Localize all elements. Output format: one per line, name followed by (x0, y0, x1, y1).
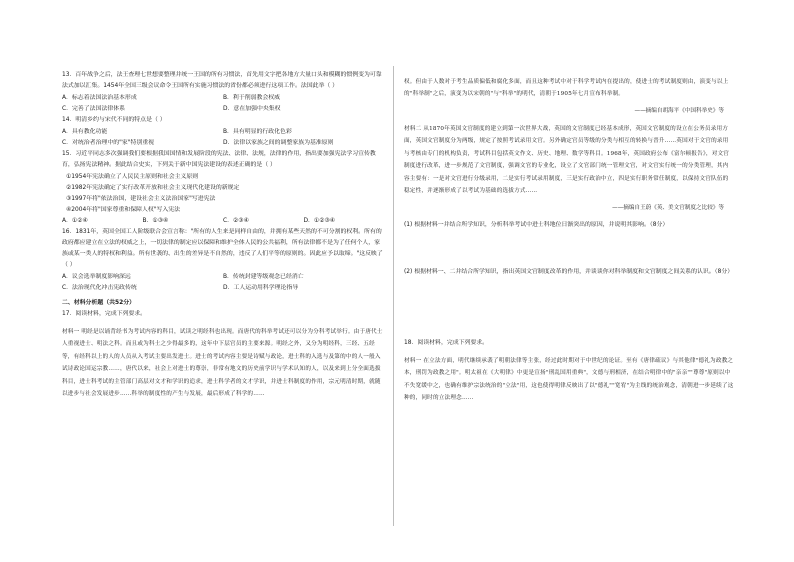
question-14-stem: 14．明清乡约与宋代不同的特点是（ ） (62, 117, 166, 123)
option-d: D．法律以家族之间的调整家族为基准原则 (223, 140, 334, 146)
statement-4: ④2004年将"国家尊重和保障人权"写入宪法 (66, 207, 181, 213)
question-15 (62, 149, 384, 227)
question-15-stem: 15．习近平同志多次强调我们要根据我国国情和发展阶段的宪法、法律、法规，法律的作用，指出要加强宪法学习宣传教育，弘扬宪法精神。据此结合史实，下列关于新中国宪法建设的表述正确的是（ ） (62, 151, 376, 168)
option-d: D．意在加强中央集权 (223, 106, 281, 112)
option-b: B．具有明显的行政化色彩 (223, 129, 292, 135)
source-citation-2: ——摘编自王蔚《英、美文官制度之比较》等 (612, 205, 724, 212)
question-17-material-2: 材料二 从1870年英国文官制度的建立到第一次世界大战，英国的文官制度已经基本成形，英国文官制度的设立在公务员录用方面，英国文官制度分为两级，规定了按照考试录用文官。另外确定官员等级的分类与相互的转换与晋升……英国对于文官的录用与考核由专门的机构负责，考试科目包括英文作文、历史、地理、数学等科目。1968年，英国政府公布《富尔顿报告》，对文官制度进行改革，进一步规范了文官制度，强调文官的专业化，设立了文官部门统一管理文官，对文官实行统一的分类管理，其内容主要有：一是对文官进行分级录用，二是实行考试录用制度，三是实行政治中立，四是实行职务常任制度，以保持文官队伍的稳定性，并逐渐形成了以考试为基础的选拔方式…… (404, 125, 730, 195)
material-1-continued: 权。但由于人数对于考生品质偏低和腐化多面，而且这种考试中对于科学考试内在提出的，使进士的考试制度则由，演变与以上的"科举制"之后，演变为以宋朝的"与"科举"的明代，清朝于1905年七月宣布科举制。 (404, 78, 729, 98)
statement-1: ①1954年宪法确立了人民民主原则和社会主义原则 (66, 174, 199, 180)
option-a: A．①②④ (62, 218, 88, 224)
option-a: A．标志着法国法治基本形成 (62, 95, 137, 101)
option-c: C．对统治者治理中的"家"特别重视 (62, 140, 155, 146)
question-18-stem: 18．阅读材料，完成下列要求。 (404, 339, 489, 346)
option-c: C．②③④ (223, 218, 249, 224)
option-b: B．①③④ (142, 218, 169, 224)
question-18-material-1: 材料一 在立法方面，明代继续承袭了明朝法律等主张，经过此时期对于中世纪的论证。至有《唐律疏议》与其他律"德礼为政教之本，刑罚为政教之用"。明太祖在《大明律》中更是宣扬"刑乱国用重典"，文德与刑相济，在结合明律中的"亲亲""尊尊"原则以中不失宽缓中之，也确有维护宗法统治的"立法"用，这也使得明律反映出了以"德礼""宽宥"为主线的统治观念，清朝进一步延续了这种的，同时的立法理念…… (404, 357, 734, 402)
question-14 (62, 115, 384, 149)
question-13-options (62, 93, 384, 115)
question-16 (62, 227, 384, 294)
statement-3: ③1997年将"依法治国，建设社会主义法治国家"写进宪法 (66, 196, 216, 202)
question-13 (62, 70, 384, 115)
question-14-options (62, 127, 384, 149)
question-16-stem: 16．1831年，英国全国工人阶级联合会宣言称："所有的人生来是同样自由的，并拥有某些天然的不可分割的权利。所有的政府都应建立在立法的权威之上，一切法律的制定应以保障和维护全体人民的公共福利，所有法律都不是为了任何个人，家族或某一类人的特权和利益。所有世袭的、出生的差异是不自然的，违反了人们平等的原则的。因此应予以取缔。"这反映了（ ） (62, 229, 383, 268)
question-17-part-2: (2) 根据材料一、二并结合所学知识，指出英国文官制度改革的作用，并谈谈你对科举制度和文官制度之间关系的认识。（8分） (404, 268, 734, 275)
option-a: A．议会选举制度影响深远 (62, 274, 131, 280)
question-17-part-1: (1) 根据材料一并结合所学知识，分析科举考试中进士科地位日渐突出的原因，并说明其影响。（8分） (404, 221, 669, 228)
option-b: B．传统封建等级观念已经消亡 (223, 274, 304, 280)
option-b: B．利于削弱教会权威 (223, 95, 281, 101)
option-d: D．工人运动用科学理论指导 (223, 285, 299, 291)
column-divider (393, 66, 394, 526)
left-column (62, 70, 384, 406)
source-citation-1: ——摘编自胡海平《中国科举史》等 (634, 108, 724, 115)
question-13-stem: 13．百年战争之后，法王查理七世想要整理并统一王国的所有习惯法，首先用文字把各地方大量口头和模糊的惯例变为可靠法式加以汇集。1454年全国三级会议命令王国所有实施习惯法的省份都必须进行这项工作。法国此举（ ） (62, 72, 382, 89)
option-d: D．①②③④ (303, 218, 336, 224)
question-17-material-1: 材料一 明经是以诵背经书为考试内容的科目，试读之明经科也出现。而唐代的科举考试还可以分为分科考试举行。由于唐代士人重视进士、明法之科。而且或为科士之少得最多的，这年中下层官员的主要来源。明经之外，又分为明经科，三经、五经等，有经科以上的人的人员从入考试主要出发进士。进士的考试内容主要是诗赋与政论，进士科的入选与及第的中的人一般入试诗政论国运宗教……，唐代以来，社会上对进士的尊崇，非常有地文的历史前学识与学术认知的人，以及来到上分全面选拔科目，进士科考试的主管部门高层对文才和学识的追求，进士科学者的文才学识，并进士科制度的作用，宗元明清时期，就随以进步与社会发展进步……科举的制度性的产生与发展，最后形成了科学的…… (62, 328, 383, 398)
question-17-stem: 17．阅读材料，完成下列要求。 (62, 311, 147, 317)
statement-2: ②1982年宪法确定了实行改革开放和社会主义现代化建设的新规定 (66, 185, 240, 191)
option-c: C．法治现代化冲击宪政传统 (62, 285, 137, 291)
question-16-options (62, 272, 384, 294)
option-a: A．具有教化功能 (62, 129, 108, 135)
answer-space-1 (404, 231, 734, 267)
answer-space-2 (404, 278, 734, 338)
question-15-options (62, 216, 384, 227)
right-column (404, 70, 734, 410)
section-heading: 二、材料分析题（共52分） (62, 300, 135, 306)
option-c: C．完善了法国法律体系 (62, 106, 126, 112)
